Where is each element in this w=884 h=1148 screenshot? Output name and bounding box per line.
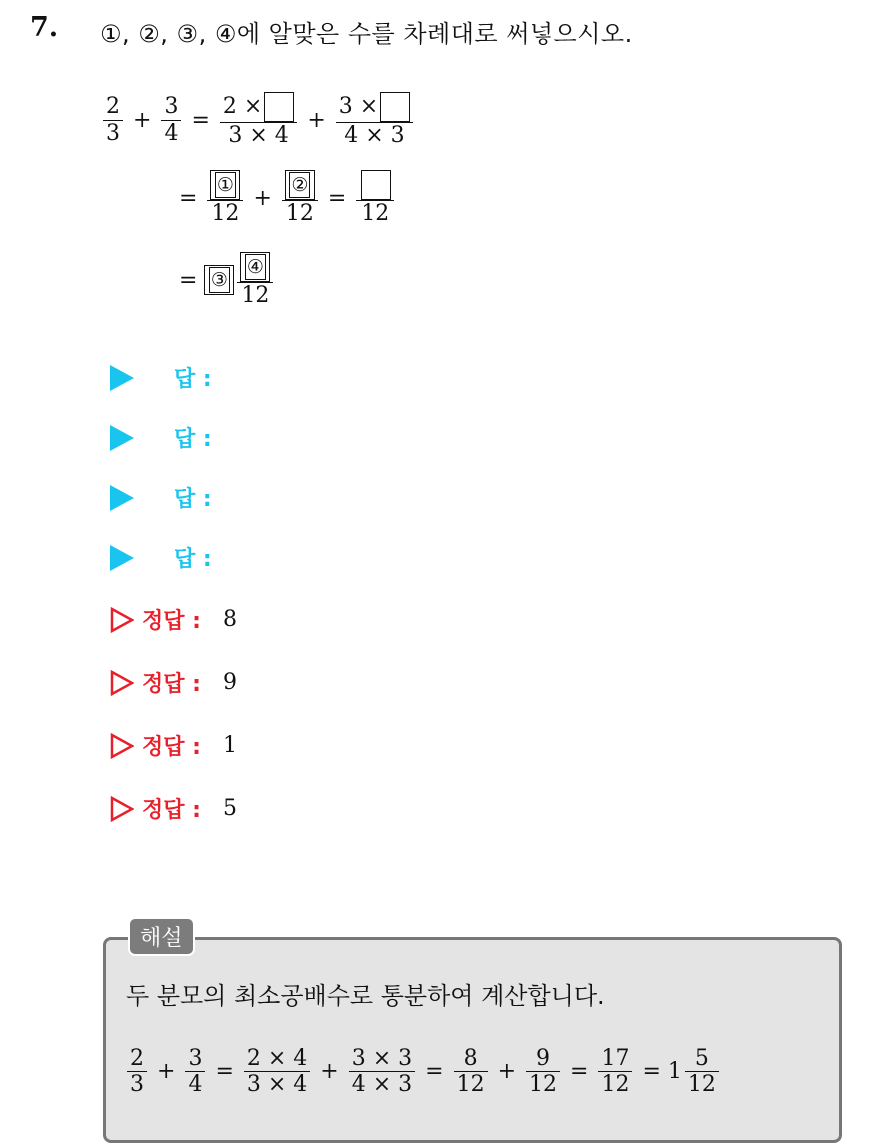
correct-answer-row <box>110 667 237 698</box>
fraction <box>220 92 297 148</box>
correct-answer-row <box>110 730 237 761</box>
question-number: 7. <box>30 12 59 43</box>
plus-sign: + <box>497 1059 517 1085</box>
denominator: 12 <box>241 283 270 308</box>
blank-label: ① <box>216 174 234 196</box>
answer-label: 답 : <box>174 367 212 392</box>
explanation-equation <box>124 1046 722 1098</box>
numerator-text: 2 × <box>222 94 263 120</box>
fraction <box>161 94 181 146</box>
fraction <box>207 170 243 226</box>
denominator: 4 × 3 <box>344 123 405 148</box>
numerator: 8 <box>463 1046 478 1071</box>
answer-row[interactable] <box>110 482 212 513</box>
answer-label: 답 : <box>174 427 212 452</box>
whole-number: 1 <box>667 1059 682 1085</box>
numerator: 2 × 4 <box>246 1046 308 1071</box>
numerator: 17 <box>601 1046 630 1071</box>
blank-box[interactable] <box>361 170 391 200</box>
numerator <box>220 92 297 122</box>
numerator <box>356 170 394 200</box>
fraction <box>282 170 318 226</box>
equals-sign: = <box>215 1059 234 1085</box>
fraction <box>685 1046 719 1098</box>
blank-label: ④ <box>246 256 264 278</box>
plus-sign: + <box>133 107 152 133</box>
correct-label: 정답 : <box>142 672 201 697</box>
equation-line-3 <box>172 252 276 308</box>
correct-value: 8 <box>222 607 237 632</box>
correct-value: 5 <box>222 796 237 821</box>
question-text: ①, ②, ③, ④에 알맞은 수를 차례대로 써넣으시오. <box>100 20 633 48</box>
denominator: 12 <box>687 1072 716 1098</box>
blank-box[interactable] <box>380 92 410 122</box>
blank-box-2[interactable] <box>285 170 315 200</box>
fraction <box>103 94 123 146</box>
play-triangle-icon <box>110 425 134 451</box>
outline-triangle-icon <box>110 733 134 759</box>
numerator: 3 <box>164 94 179 120</box>
outline-triangle-icon <box>110 796 134 822</box>
outline-triangle-icon <box>110 607 134 633</box>
numerator-text: 3 × <box>338 94 379 120</box>
numerator: 2 <box>130 1046 144 1071</box>
fraction <box>127 1046 147 1098</box>
numerator <box>207 170 243 200</box>
answer-row[interactable] <box>110 422 212 453</box>
equals-sign: = <box>642 1059 661 1085</box>
correct-label: 정답 : <box>142 735 201 760</box>
denominator: 3 × 4 <box>246 1072 308 1098</box>
equals-sign: = <box>327 185 347 211</box>
numerator: 3 <box>188 1046 203 1071</box>
answer-row[interactable] <box>110 362 212 393</box>
play-triangle-icon <box>110 365 134 391</box>
equals-sign: = <box>191 107 210 133</box>
numerator <box>282 170 318 200</box>
correct-answer-row <box>110 604 237 635</box>
denominator: 12 <box>456 1072 485 1098</box>
explanation-label: 해설 <box>128 917 195 956</box>
blank-box-3[interactable] <box>204 265 234 295</box>
numerator: 2 <box>106 94 120 120</box>
denominator: 12 <box>211 201 240 226</box>
denominator: 3 <box>106 120 120 146</box>
explanation-box <box>103 937 842 1143</box>
equals-sign: = <box>179 185 198 211</box>
blank-box[interactable] <box>264 92 294 122</box>
denominator: 12 <box>601 1072 630 1098</box>
equals-sign: = <box>425 1059 444 1085</box>
plus-sign: + <box>307 107 326 133</box>
denominator: 12 <box>285 201 314 226</box>
explanation-text: 두 분모의 최소공배수로 통분하여 계산합니다. <box>126 982 605 1010</box>
outline-triangle-icon <box>110 670 134 696</box>
fraction <box>526 1046 560 1098</box>
blank-box-1[interactable] <box>210 170 240 200</box>
plus-sign: + <box>157 1059 176 1085</box>
correct-label: 정답 : <box>142 609 201 634</box>
plus-sign: + <box>253 185 272 211</box>
answer-label: 답 : <box>174 487 212 512</box>
fraction <box>454 1046 488 1098</box>
denominator: 12 <box>529 1072 558 1098</box>
play-triangle-icon <box>110 545 134 571</box>
numerator: 3 × 3 <box>351 1046 413 1071</box>
answer-label: 답 : <box>174 547 212 572</box>
play-triangle-icon <box>110 485 134 511</box>
blank-box-4[interactable] <box>240 252 270 282</box>
numerator <box>336 92 413 122</box>
denominator: 12 <box>361 201 390 226</box>
denominator: 3 <box>130 1072 144 1098</box>
denominator: 4 <box>188 1072 203 1098</box>
equation-line-2 <box>172 170 397 226</box>
correct-label: 정답 : <box>142 798 201 823</box>
denominator: 4 × 3 <box>351 1072 413 1098</box>
correct-answer-row <box>110 793 237 824</box>
numerator: 9 <box>536 1046 551 1071</box>
denominator: 4 <box>164 120 179 146</box>
fraction <box>356 170 394 226</box>
equals-sign: = <box>570 1059 589 1085</box>
denominator: 3 × 4 <box>228 123 289 148</box>
answer-row[interactable] <box>110 542 212 573</box>
fraction <box>598 1046 632 1098</box>
fraction <box>349 1046 415 1098</box>
equals-sign: = <box>179 267 198 293</box>
fraction <box>185 1046 205 1098</box>
equation-line-1 <box>100 92 416 148</box>
blank-label: ③ <box>210 269 228 292</box>
blank-label: ② <box>291 174 309 196</box>
numerator: 5 <box>694 1046 709 1071</box>
correct-value: 9 <box>222 670 237 695</box>
fraction <box>237 252 273 308</box>
numerator <box>237 252 273 282</box>
fraction <box>244 1046 310 1098</box>
correct-value: 1 <box>222 733 237 758</box>
plus-sign: + <box>320 1059 339 1085</box>
fraction <box>336 92 413 148</box>
